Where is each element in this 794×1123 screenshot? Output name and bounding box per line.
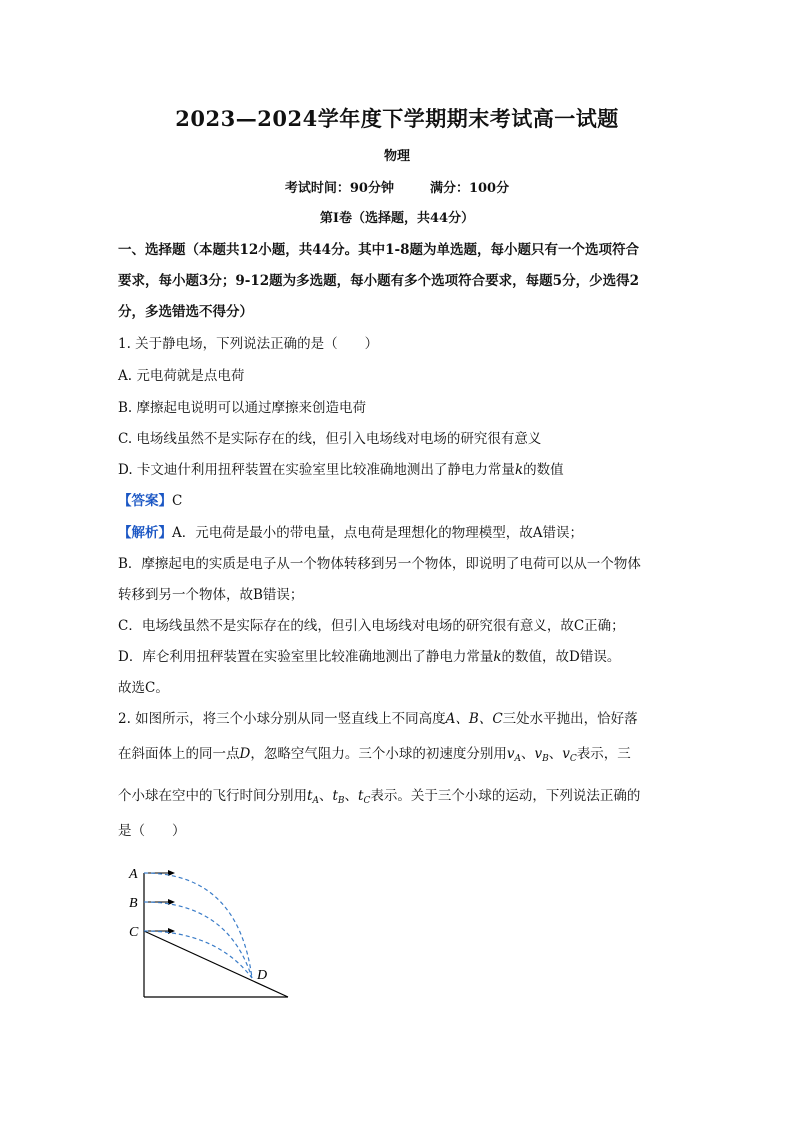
q1-analysis-5 — [118, 645, 620, 665]
analysis-5-tail: 的数值，故D错误。 — [501, 649, 621, 665]
q1-analysis-3: 转移到另一个物体，故B错误； — [118, 587, 304, 603]
q2-l1-vars: A、B、C — [445, 711, 503, 727]
var-t: t — [307, 788, 313, 804]
label-c: C — [129, 925, 139, 940]
var-t: t — [332, 788, 338, 804]
q1-option-d-text: D. 卡文迪什利用扭秤装置在实验室里比较准确地测出了静电力常量 — [118, 462, 515, 478]
sub-b: B — [337, 796, 345, 806]
section-instructions-2: 要求，每小题3分；9-12题为多选题，每小题有多个选项符合要求，每题5分，少选得2 — [118, 273, 639, 289]
q1-analysis-2: B．摩擦起电的实质是电子从一个物体转移到另一个物体，即说明了电荷可以从一个物体 — [118, 556, 641, 572]
analysis-text: A．元电荷是最小的带电量，点电荷是理想化的物理模型，故A错误； — [172, 525, 583, 541]
q1-option-b: B. 摩擦起电说明可以通过摩擦来创造电荷 — [118, 400, 367, 416]
trajectory-a — [144, 873, 252, 978]
q1-analysis-1 — [118, 521, 583, 541]
q2-l3-text: 个小球在空中的飞行时间分别用 — [118, 788, 307, 804]
exam-time: 考试时间：90分钟 — [284, 181, 394, 196]
analysis-label: 【解析】 — [118, 525, 172, 541]
answer-label: 【答案】 — [118, 493, 172, 509]
label-b: B — [129, 896, 138, 911]
sub-c: C — [363, 796, 371, 806]
sep: 、 — [548, 746, 563, 762]
q2-line-3 — [118, 784, 640, 806]
sep: 、 — [520, 746, 535, 762]
q1-answer — [118, 489, 182, 509]
incline-line — [144, 931, 288, 997]
subject-label: 物理 — [383, 149, 410, 164]
sub-a: A — [312, 796, 319, 806]
answer-value: C — [172, 493, 183, 509]
exam-meta — [0, 177, 794, 196]
q1-option-d-var: k — [514, 462, 524, 478]
analysis-5-text: D．库仑利用扭秤装置在实验室里比较准确地测出了静电力常量 — [118, 649, 494, 665]
q2-line-2 — [118, 742, 631, 764]
var-t: t — [358, 788, 364, 804]
sub-c: C — [569, 754, 577, 764]
analysis-5-var: k — [493, 649, 502, 665]
section-instructions-3: 分，多选错选不得分） — [118, 304, 253, 320]
exam-title: 2023—2024学年度下学期期末考试高一试题 — [175, 106, 619, 131]
q1-option-a: A. 元电荷就是点电荷 — [118, 368, 245, 384]
q1-analysis-6: 故选C。 — [118, 680, 169, 696]
var-v: v — [506, 746, 515, 762]
q2-line-1 — [118, 707, 638, 727]
part-heading: 第I卷（选择题，共44分） — [319, 211, 475, 226]
q2-l2-text: 在斜面体上的同一点 — [118, 746, 240, 762]
q1-analysis-4: C．电场线虽然不是实际存在的线，但引入电场线对电场的研究很有意义，故C正确； — [118, 618, 625, 634]
q2-line-4: 是（ ） — [118, 823, 186, 839]
q2-l2-tail: 表示，三 — [576, 746, 631, 762]
sub-b: B — [542, 754, 549, 764]
q2-l1-text: 2. 如图所示，将三个小球分别从同一竖直线上不同高度 — [118, 711, 446, 727]
q1-stem: 1. 关于静电场，下列说法正确的是（ ） — [118, 336, 379, 352]
q1-option-d-tail: 的数值 — [523, 462, 564, 478]
q2-l3-tail: 表示。关于三个小球的运动，下列说法正确的 — [370, 788, 641, 804]
sep: 、 — [318, 788, 333, 804]
label-a: A — [129, 867, 138, 882]
var-v: v — [562, 746, 570, 762]
section-instructions-1: 一、选择题（本题共12小题，共44分。其中1-8题为单选题，每小题只有一个选项符合 — [118, 242, 639, 258]
q2-l2-var: D — [239, 746, 251, 762]
q1-option-c: C. 电场线虽然不是实际存在的线，但引入电场线对电场的研究很有意义 — [118, 431, 542, 447]
label-d: D — [257, 968, 268, 983]
trajectory-b — [144, 902, 252, 978]
var-v: v — [534, 746, 543, 762]
q1-option-d — [118, 458, 564, 478]
projectile-figure — [120, 855, 300, 1005]
sub-a: A — [514, 754, 521, 764]
q2-l1-tail: 三处水平抛出，恰好落 — [502, 711, 638, 727]
exam-score: 满分：100分 — [429, 181, 510, 196]
q2-l2-mid: ，忽略空气阻力。三个小球的初速度分别用 — [250, 746, 507, 762]
sep: 、 — [344, 788, 358, 804]
